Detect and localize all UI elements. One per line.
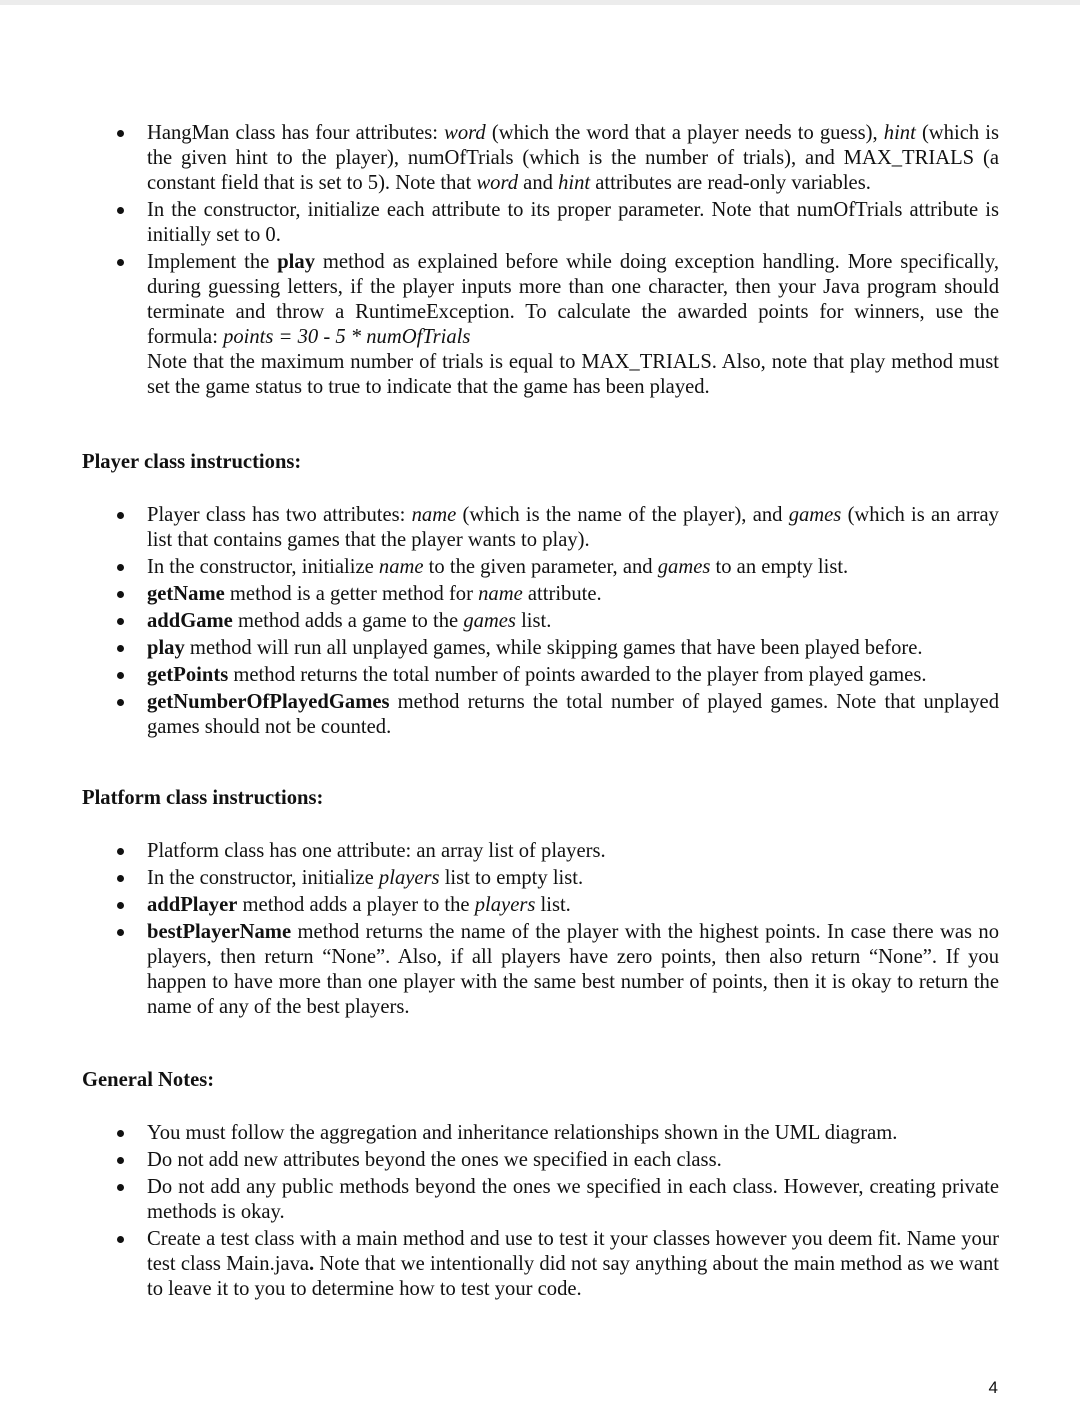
list-item: bestPlayerName method returns the name of the player with the highest points. In case there was no players, then return “None”. Also, if all players have zero points, then also return “None”. If you happen to have more than one player with the same best number of points, then it is okay to return the name of any of the best players. (147, 921, 999, 1018)
list-item: Do not add new attributes beyond the ones we specified in each class. (147, 1148, 999, 1173)
list-item: Do not add any public methods beyond the ones we specified in each class. However, creating private methods is okay. (147, 1176, 999, 1223)
list-item: addPlayer method adds a player to the players list. (147, 893, 999, 918)
list-item: Create a test class with a main method and use to test it your classes however you deem fit. Name your test class Main.java. Note that we intentionally did not say anything about the main method as we want to leave it to you to determine how to test your code. (147, 1228, 999, 1300)
hangman-instructions-list (147, 121, 999, 402)
list-item: In the constructor, initialize each attribute to its proper parameter. Note that numOfTrials attribute is initially set to 0. (147, 199, 999, 246)
list-item: Implement the play method as explained before while doing exception handling. More specifically, during guessing letters, if the player inputs more than one character, then your Java program should terminate and throw a RuntimeException. To calculate the awarded points for winners, use the formula: points = 30 - 5 * numOfTrials Note that the maximum number of trials is equal to MAX_TRIALS. Also, note that play method must set the game status to true to indicate that the game has been played. (147, 251, 999, 398)
list-item: Player class has two attributes: name (which is the name of the player), and games (which is an array list that contains games that the player wants to play). (147, 504, 999, 551)
platform-instructions-list (147, 839, 999, 1022)
list-item: getName method is a getter method for name attribute. (147, 582, 999, 607)
list-item: addGame method adds a game to the games list. (147, 609, 999, 634)
general-notes-list (147, 1121, 999, 1304)
platform-section-heading: Platform class instructions: (82, 787, 324, 809)
list-item: getNumberOfPlayedGames method returns the total number of played games. Note that unplayed games should not be counted. (147, 691, 999, 738)
list-item: Platform class has one attribute: an array list of players. (147, 839, 999, 864)
list-item: play method will run all unplayed games, while skipping games that have been played before. (147, 636, 999, 661)
list-item: getPoints method returns the total number of points awarded to the player from played games. (147, 663, 999, 688)
general-notes-heading: General Notes: (82, 1069, 215, 1091)
list-item: In the constructor, initialize players list to empty list. (147, 866, 999, 891)
list-item: You must follow the aggregation and inheritance relationships shown in the UML diagram. (147, 1121, 999, 1146)
page-number: 4 (988, 1378, 998, 1397)
list-item: HangMan class has four attributes: word (which the word that a player needs to guess), hint (which is the given hint to the player), numOfTrials (which is the number of trials), and MAX_TRIALS (a constant field that is set to 5). Note that word and hint attributes are read-only variables. (147, 122, 999, 194)
list-item: In the constructor, initialize name to the given parameter, and games to an empty list. (147, 555, 999, 580)
player-section-heading: Player class instructions: (82, 451, 302, 473)
player-instructions-list (147, 503, 999, 742)
